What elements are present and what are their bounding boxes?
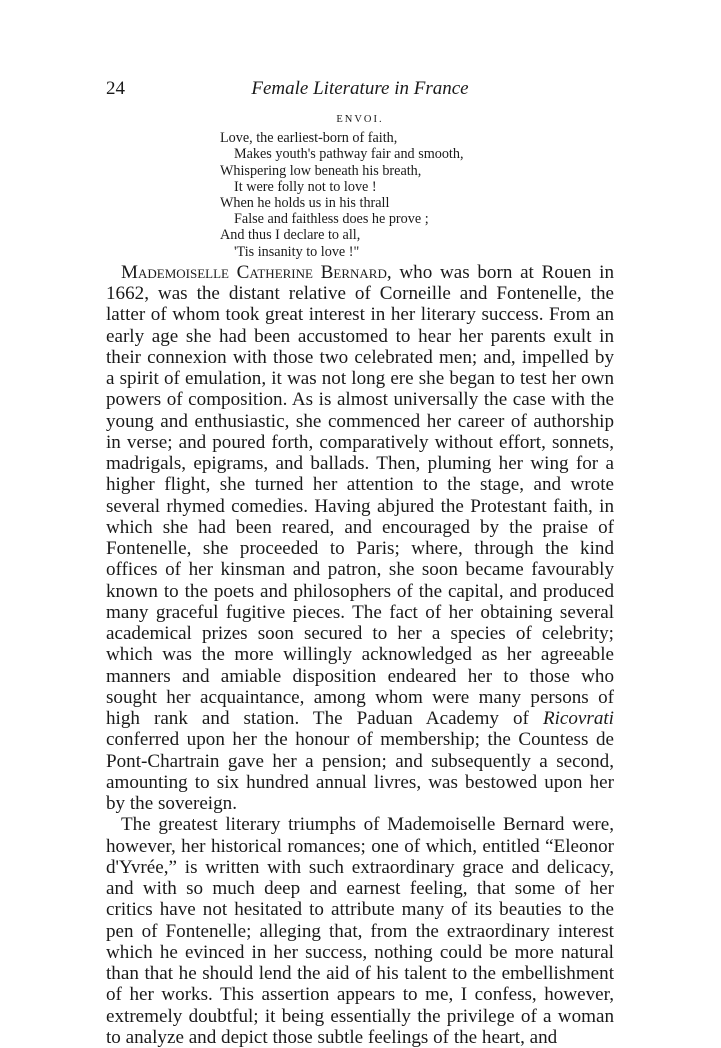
page-number: 24 [106,78,125,99]
paragraph-text: who was born at Rouen in 1662, was the distant relative of Corneille and Fontenelle, the latter of whom took great interest in her literary success. From an early age she had been accustomed to hear her parents exult in their connexion with those two celebrated men; and, impelled by a spirit of emulation, it was not long ere she began to test her own powers of composition. As is almost universally the case with the young and enthusiastic, she commenced her career of authorship in verse; and poured forth, comparatively without effort, sonnets, madrigals, epigrams, and ballads. Then, pluming her wing for a higher flight, she turned her attention to the stage, and wrote several rhymed comedies. Having abjured the Protestant faith, in which she had been reared, and encouraged by the praise of Fontenelle, she proceeded to Paris; where, through the kind offices of her kinsman and patron, she soon became favourably known to the poets and philosophers of the capital, and produced many graceful fugitive pieces. The fact of her obtaining several academical prizes soon secured to her a species of celebrity; which was the more willingly acknowledged as her agreeable manners and amiable disposition endeared her to those who sought her acquaintance, among whom were many persons of high rank and station. The Paduan Academy of [106,261,614,730]
lead-name: Mademoiselle Catherine Bernard, [121,261,392,283]
body-text [106,262,614,1048]
paragraph-romances: The greatest literary triumphs of Mademoiselle Bernard were, however, her historical romances; one of which, entitled “Eleonor d'Yvrée,” is written with such extraordinary grace and delicacy, and with so much deep and earnest feeling, that some of her critics have not hesitated to attribute many of its beauties to the pen of Fontenelle; alleging that, from the extraordinary interest which he evinced in her success, nothing could be more natural than that he should lend the aid of his talent to the embellishment of her works. This assertion appears to me, I confess, however, extremely doubtful; it being essentially the privilege of a woman to analyze and depict those subtle feelings of the heart, and [106,814,614,1048]
poem-line: Love, the earliest-born of faith, [220,130,398,147]
poem-line: It were folly not to love ! [234,178,377,195]
paragraph-bernard-biography [106,262,614,815]
running-title: Female Literature in France [251,78,469,99]
book-page [106,78,614,1048]
poem-line: False and faithless does he prove ; [234,211,429,228]
academy-name: Ricovrati [542,708,614,730]
poem-line: 'Tis insanity to love !" [234,243,360,260]
poem-line: When he holds us in his thrall [220,195,390,212]
running-head [106,78,614,106]
poem-title: ENVOI. [336,114,384,125]
poem-line: Whispering low beneath his breath, [220,162,422,179]
poem-line: And thus I declare to all, [220,227,361,244]
poem-envoi [220,112,614,260]
poem-line: Makes youth's pathway fair and smooth, [234,146,464,163]
paragraph-text: conferred upon her the honour of membership; the Countess de Pont-Chartrain gave her a pension; and subsequently a second, amounting to six hundred annual livres, was bestowed upon her by the sovereign. [106,729,614,815]
